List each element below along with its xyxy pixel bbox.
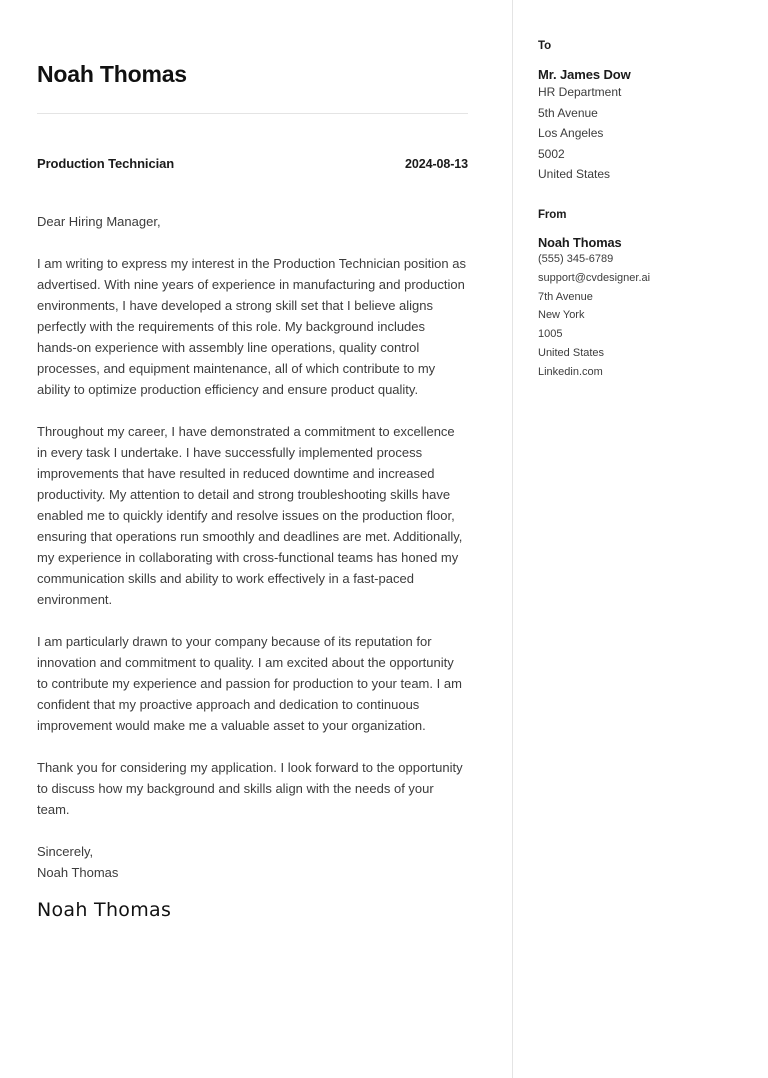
header-divider: [37, 113, 468, 114]
letter-paragraph: Throughout my career, I have demonstrated a commitment to excellence in every task I undertake. I have successfully implemented process improvements that have resulted in reduced downtime and increased productivity. My attention to detail and strong troubleshooting skills have enabled me to quickly identify and resolve issues on the production floor, ensuring that operations run smoothly and deadlines are met. Additionally, my experience in collaborating with cross-functional teams has honed my communication skills and ability to work effectively in a fast-paced environment.: [37, 424, 463, 608]
to-heading: To: [538, 40, 551, 52]
page-title: Noah Thomas: [37, 61, 187, 87]
sender-detail-line: New York: [538, 309, 585, 322]
recipient-detail-line: HR Department: [538, 85, 622, 99]
closing-salutation: Sincerely,: [37, 844, 94, 860]
closing-name: Noah Thomas: [37, 865, 119, 881]
recipient-name: Mr. James Dow: [538, 67, 631, 82]
recipient-detail-line: United States: [538, 167, 611, 182]
letter-paragraph: I am particularly drawn to your company because of its reputation for innovation and commitment to quality. I am excited about the opportunity to contribute my experience and passion for production to your team. I am confident that my proactive approach and dedication to continuous improvement would make me a valuable asset to your organization.: [37, 634, 462, 734]
column-divider: [512, 0, 513, 1078]
signature: Noah Thomas: [37, 899, 172, 922]
sender-email[interactable]: support@cvdesigner.ai: [538, 271, 651, 284]
sender-detail-line: United States: [538, 346, 605, 359]
sender-name: Noah Thomas: [538, 234, 622, 250]
letter-paragraph: Thank you for considering my application. I look forward to the opportunity to discuss how my background and skills align with the needs of your team.: [37, 760, 463, 818]
sender-phone: (555) 345-6789: [538, 252, 614, 265]
sender-detail-line: 7th Avenue: [538, 290, 593, 303]
job-title-and-date-row: [37, 156, 481, 171]
sender-detail-line: 1005: [538, 328, 563, 341]
recipient-detail-line: Los Angeles: [538, 126, 604, 141]
contacts-column: [512, 0, 768, 1078]
from-heading: From: [538, 208, 567, 221]
salutation: Dear Hiring Manager,: [37, 214, 161, 230]
sender-linkedin-link[interactable]: Linkedin.com: [538, 365, 603, 378]
letter-paragraph: I am writing to express my interest in the Production Technician position as advertised. With nine years of experience in manufacturing and production environments, I have developed a strong skill set that I believe aligns perfectly with the requirements of this role. My background includes hands-on experience with assembly line operations, quality control processes, and equipment maintenance, all of which contribute to my ability to optimize production efficiency and ensure product quality.: [37, 256, 466, 398]
letter-date: 2024-08-13: [405, 157, 468, 172]
recipient-detail-line: 5th Avenue: [538, 105, 598, 120]
job-title: Production Technician: [37, 156, 175, 172]
recipient-detail-line: 5002: [538, 146, 565, 161]
closing-block: [37, 841, 481, 883]
